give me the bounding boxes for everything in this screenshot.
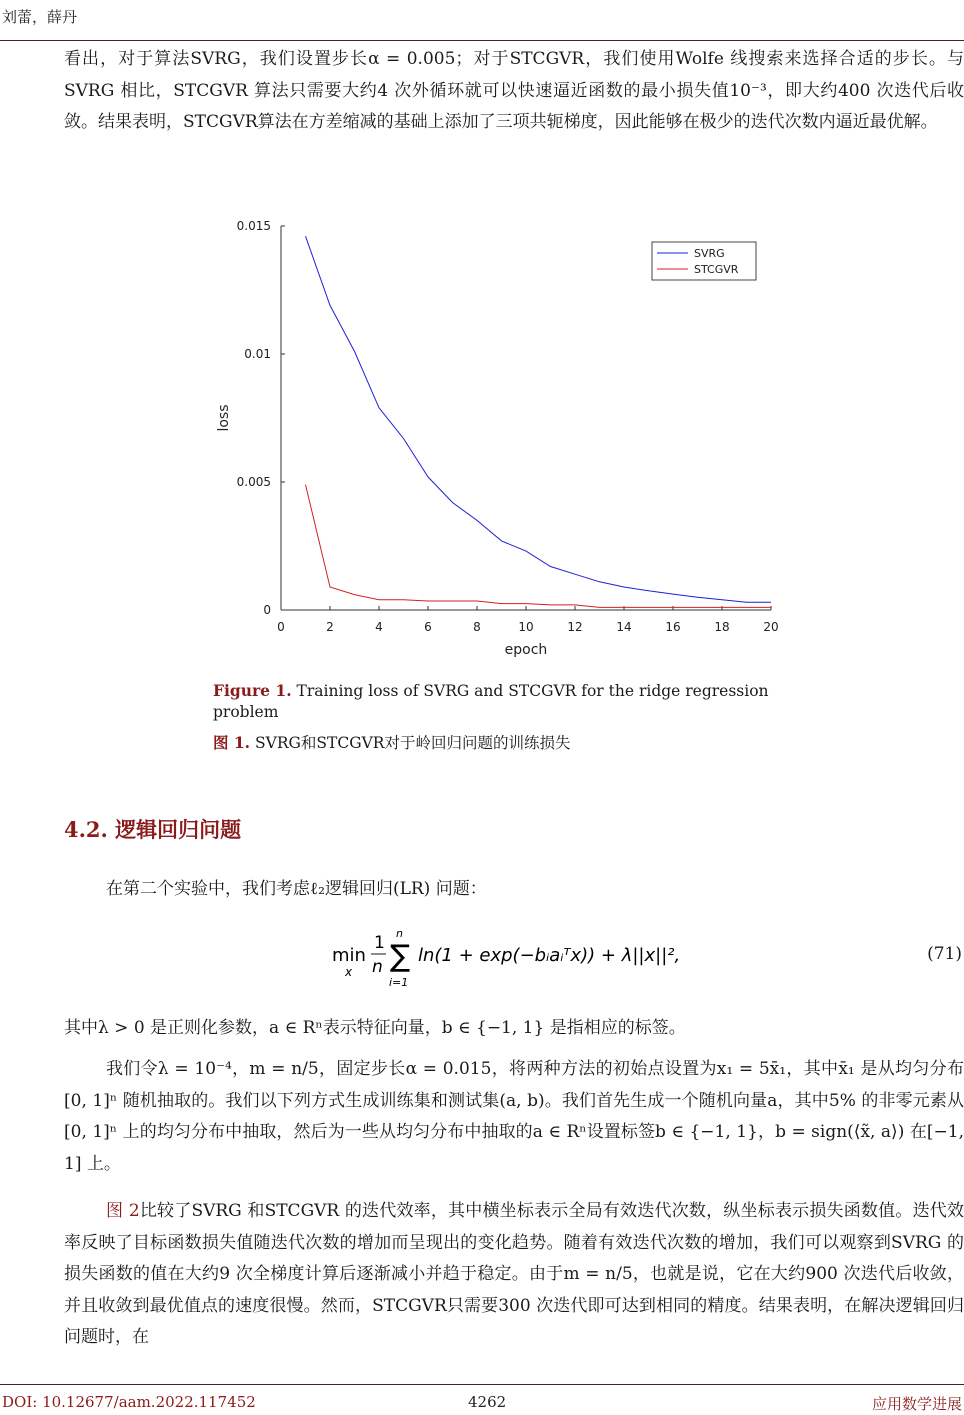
legend-label-stcgvr: STCGVR <box>694 263 739 276</box>
paragraph-2: 在第二个实验中，我们考虑ℓ₂逻辑回归(LR) 问题： <box>106 879 487 899</box>
equation-svg <box>330 928 930 998</box>
x-tick-label: 0 <box>277 620 285 634</box>
section-heading <box>64 814 241 844</box>
series-line-svrg <box>306 236 772 602</box>
header-authors: 刘蕾，薛丹 <box>2 8 78 26</box>
page-header <box>0 0 964 41</box>
eq-sum-top: n <box>396 928 403 940</box>
y-axis-label: loss <box>216 404 232 432</box>
loss-chart <box>210 212 800 662</box>
figure-caption-en <box>213 680 813 723</box>
eq-body: ln(1 + exp(−bᵢaᵢᵀx)) + λ||x||², <box>418 945 681 966</box>
series-line-stcgvr <box>306 485 772 608</box>
equation-71 <box>330 928 930 1003</box>
caption-en-label: Figure 1. <box>213 681 292 700</box>
figure-2-reference[interactable]: 图 2 <box>106 1201 140 1221</box>
y-tick-label: 0.005 <box>236 475 271 489</box>
x-tick-label: 12 <box>567 620 583 634</box>
eq-sum-sign: ∑ <box>390 939 411 974</box>
caption-zh-label: 图 1. <box>213 733 251 752</box>
legend-label-svrg: SVRG <box>694 247 725 260</box>
paragraph-4: 我们令λ = 10⁻⁴，m = n/5，固定步长α = 0.015，将两种方法的初始点设置为x₁ = 5x̄₁，其中x̄₁ 是从均匀分布[0, 1]ⁿ 随机抽取的。我们以下列方式生成训练集和测试集(a, b)。我们首先生成一个随机向量a，其中5% 的非零元素从[0, 1]ⁿ 上的均匀分布中抽取，然后为一些从均匀分布中抽取的a ∈ Rⁿ设置标签b ∈ {−1, 1}，b = sign(⟨x̃, a⟩) 在[−1, 1] 上。 <box>64 1059 964 1174</box>
footer-doi[interactable]: DOI: 10.12677/aam.2022.117452 <box>2 1393 256 1411</box>
y-tick-label: 0.015 <box>236 219 271 233</box>
figure-caption-zh <box>213 732 813 754</box>
footer-page-number: 4262 <box>468 1393 507 1411</box>
y-tick-label: 0.01 <box>244 347 271 361</box>
x-tick-label: 2 <box>326 620 334 634</box>
equation-number: (71) <box>927 944 962 964</box>
x-tick-label: 20 <box>763 620 779 634</box>
eq-frac-num: 1 <box>374 933 385 953</box>
paragraph-1: 看出，对于算法SVRG，我们设置步长α = 0.005；对于STCGVR，我们使用Wolfe 线搜索来选择合适的步长。与SVRG 相比，STCGVR 算法只需要大约4 次外循环就可以快速逼近函数的最小损失值10⁻³，即大约400 次迭代后收敛。结果表明，STCGVR算法在方差缩减的基础上添加了三项共轭梯度，因此能够在极少的迭代次数内逼近最优解。 <box>64 49 964 132</box>
x-tick-label: 16 <box>665 620 681 634</box>
paragraph-5 <box>64 1196 964 1354</box>
caption-en-text: Training loss of SVRG and STCGVR for the ridge regression problem <box>213 682 769 721</box>
caption-zh-text: SVRG和STCGVR对于岭回归问题的训练损失 <box>255 734 571 752</box>
y-tick-label: 0 <box>263 603 271 617</box>
x-tick-label: 4 <box>375 620 383 634</box>
eq-sum-bottom: i=1 <box>389 976 409 989</box>
section-title: 逻辑回归问题 <box>115 817 242 842</box>
page-footer <box>0 1384 964 1415</box>
x-tick-label: 10 <box>518 620 534 634</box>
x-tick-label: 8 <box>473 620 481 634</box>
figure-1 <box>210 212 800 662</box>
paragraph-5-text: 比较了SVRG 和STCGVR 的迭代效率，其中横坐标表示全局有效迭代次数，纵坐标表示损失函数值。迭代效率反映了目标函数损失值随迭代次数的增加而呈现出的变化趋势。随着有效迭代次数的增加，我们可以观察到SVRG 的损失函数的值在大约9 次全梯度计算后逐渐减小并趋于稳定。由于m = n/5，也就是说，它在大约900 次迭代后收敛，并且收敛到最优值点的速度很慢。然而，STCGVR只需要300 次迭代即可达到相同的精度。结果表明，在解决逻辑回归问题时，在 <box>64 1201 964 1347</box>
eq-min-sub: x <box>345 965 353 979</box>
eq-min: min <box>332 945 366 966</box>
x-tick-label: 18 <box>714 620 730 634</box>
x-tick-label: 6 <box>424 620 432 634</box>
section-number: 4.2. <box>64 817 108 842</box>
footer-journal: 应用数学进展 <box>871 1395 962 1413</box>
paragraph-3: 其中λ > 0 是正则化参数，a ∈ Rⁿ表示特征向量，b ∈ {−1, 1} 是指相应的标签。 <box>64 1018 686 1038</box>
x-axis-label: epoch <box>504 642 548 658</box>
x-tick-label: 14 <box>616 620 632 634</box>
eq-frac-den: n <box>372 957 383 977</box>
